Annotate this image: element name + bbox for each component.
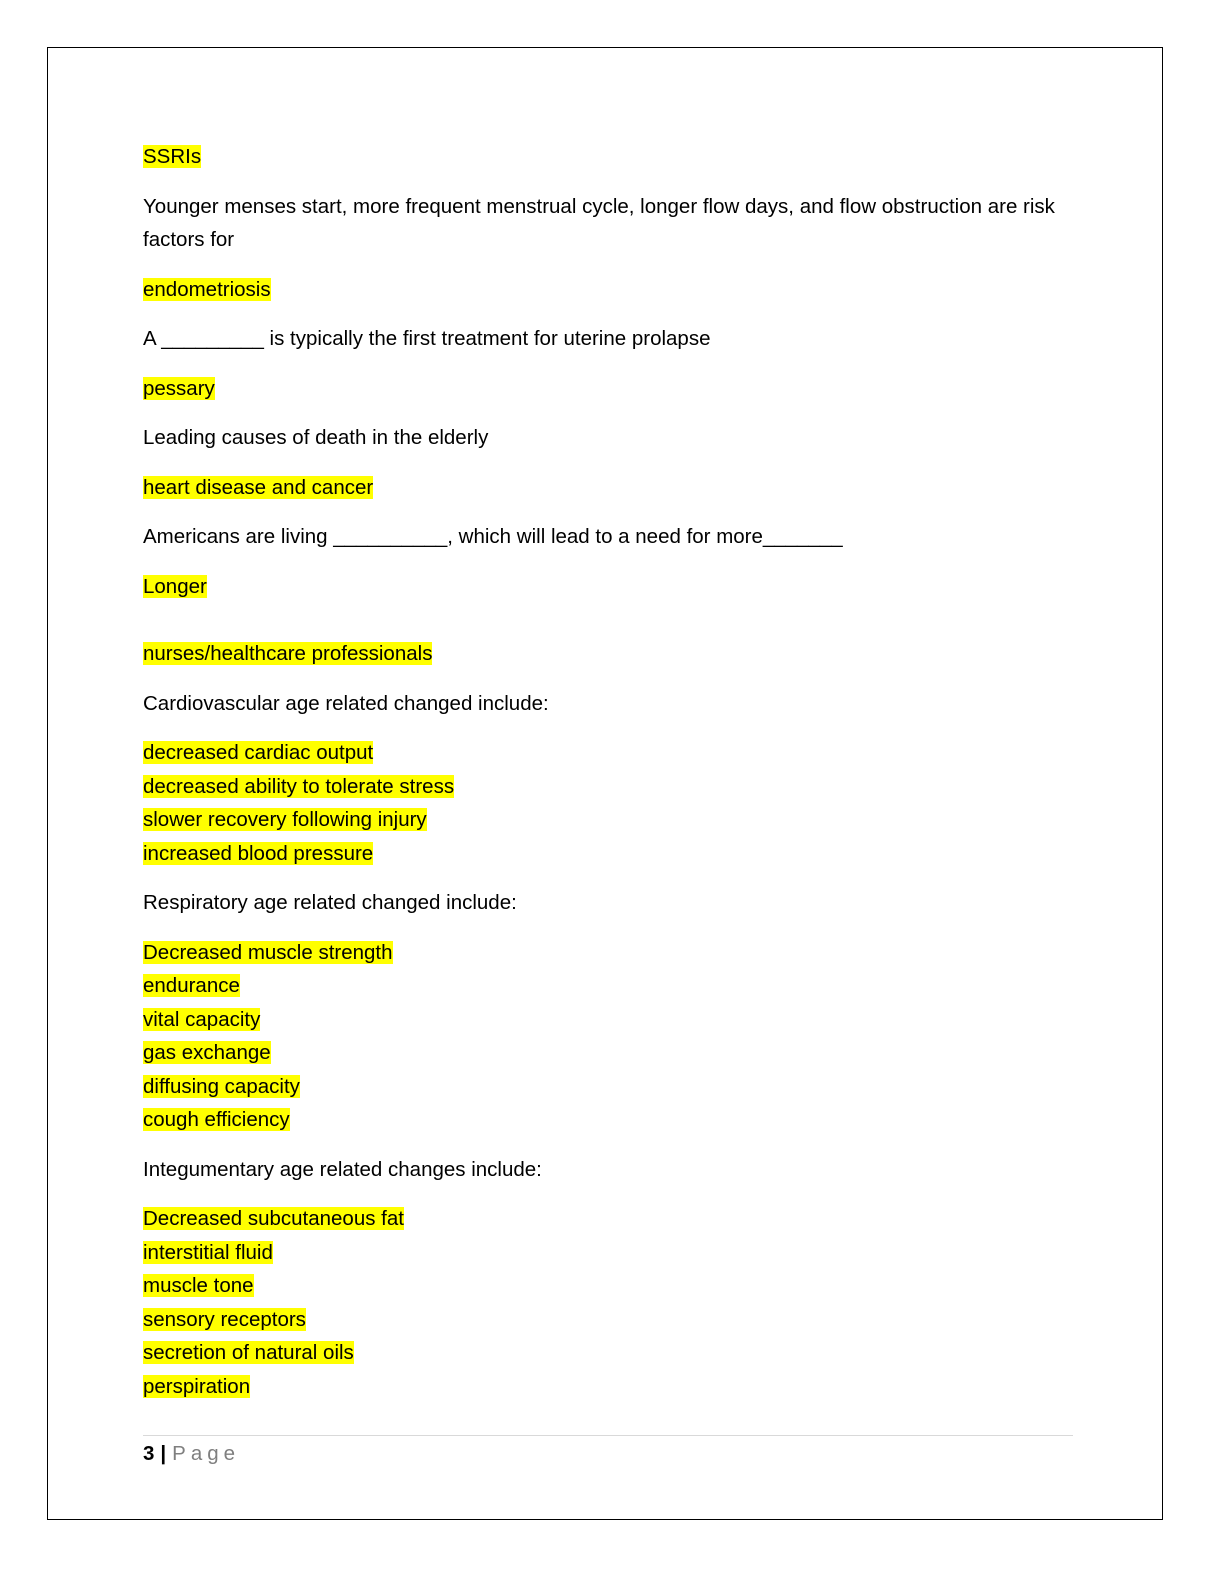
page-number: 3: [143, 1442, 155, 1465]
question-uterine-prolapse: A _________ is typically the first treatment for uterine prolapse: [143, 327, 711, 350]
list-item: increased blood pressure: [143, 841, 374, 865]
list-item: muscle tone: [143, 1274, 254, 1297]
highlighted-answer: SSRIs: [143, 145, 202, 168]
question-americans-living: Americans are living __________, which will lead to a need for more_______: [143, 525, 843, 548]
list-item: Decreased subcutaneous fat: [143, 1207, 404, 1230]
list-item: gas exchange: [143, 1041, 271, 1064]
list-item: secretion of natural oils: [143, 1341, 354, 1364]
answer-pessary: [143, 372, 1073, 406]
answer-longer: [143, 570, 1073, 604]
list-item: decreased cardiac output: [143, 741, 374, 764]
list-item: cough efficiency: [143, 1108, 290, 1131]
document-body: [143, 140, 1073, 1419]
question-endometriosis-risk: Younger menses start, more frequent menstrual cycle, longer flow days, and flow obstruction are risk factors for: [143, 194, 1055, 251]
highlighted-answer: endometriosis: [143, 277, 271, 301]
answer-endometriosis: [143, 273, 1073, 307]
answer-leading-causes: [143, 471, 1073, 505]
answer-ssris: [143, 140, 1073, 174]
question-integumentary: Integumentary age related changes include:: [143, 1157, 542, 1181]
footer-divider: [143, 1435, 1073, 1436]
list-item: decreased ability to tolerate stress: [143, 774, 455, 798]
answer-nurses: [143, 637, 1073, 671]
highlighted-answer: pessary: [143, 376, 215, 400]
page-label: Page: [172, 1442, 241, 1465]
page-footer: [143, 1440, 240, 1468]
question-leading-causes: Leading causes of death in the elderly: [143, 426, 489, 449]
list-item: endurance: [143, 974, 240, 997]
list-item: sensory receptors: [143, 1307, 306, 1331]
answer-list-integumentary: [143, 1202, 1073, 1403]
list-item: interstitial fluid: [143, 1240, 273, 1264]
answer-list-respiratory: [143, 936, 1073, 1137]
footer-separator: |: [160, 1442, 167, 1465]
answer-list-cardiovascular: [143, 736, 1073, 870]
question-respiratory: Respiratory age related changed include:: [143, 891, 517, 914]
highlighted-answer: nurses/healthcare professionals: [143, 642, 433, 665]
question-cardiovascular: Cardiovascular age related changed include:: [143, 691, 549, 715]
list-item: perspiration: [143, 1374, 251, 1398]
list-item: vital capacity: [143, 1007, 261, 1031]
highlighted-answer: Longer: [143, 574, 207, 598]
list-item: diffusing capacity: [143, 1074, 300, 1098]
highlighted-answer: heart disease and cancer: [143, 475, 374, 499]
list-item: Decreased muscle strength: [143, 940, 393, 964]
list-item: slower recovery following injury: [143, 808, 427, 831]
